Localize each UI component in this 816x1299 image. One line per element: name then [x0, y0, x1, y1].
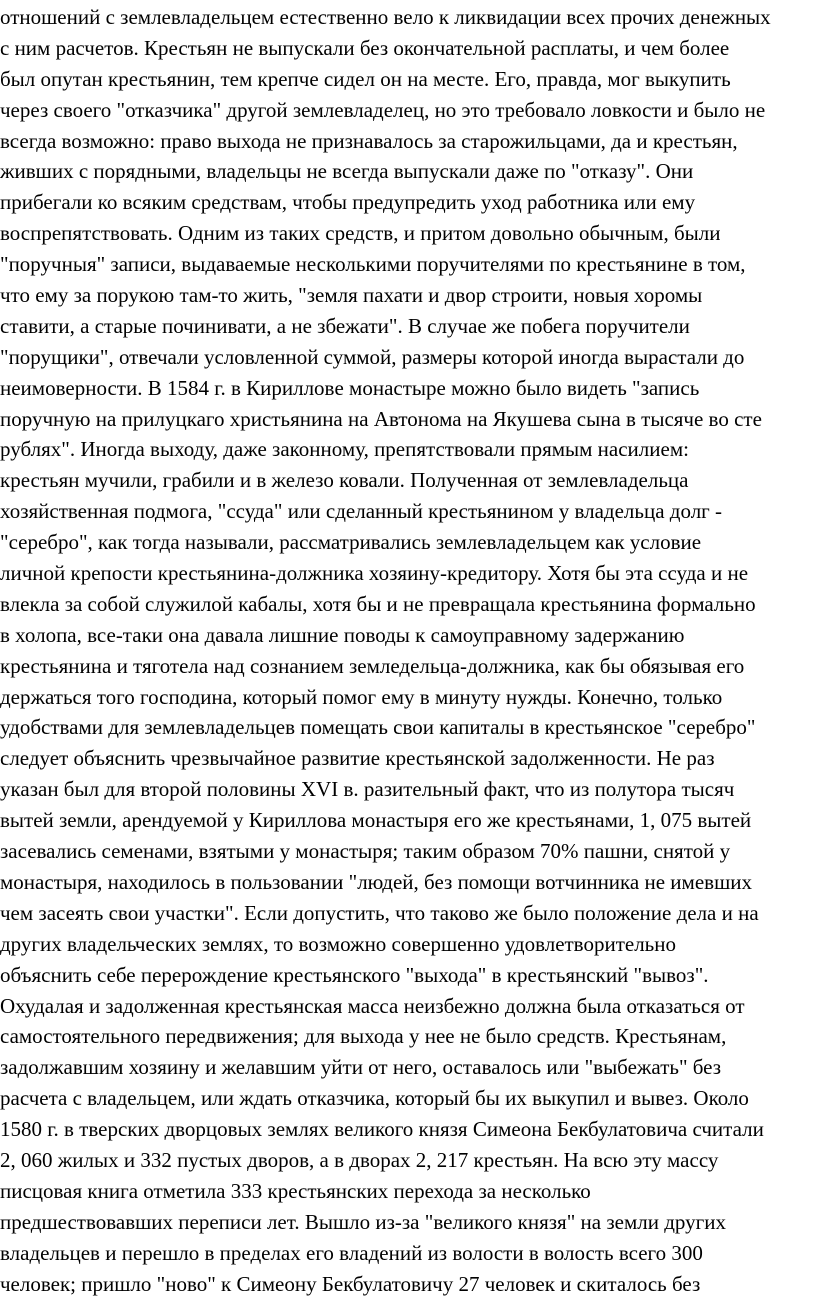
text-line: поручную на прилуцкаго христьянина на Автонома на Якушева сына в тысяче во сте — [0, 406, 762, 431]
text-line: крестьян мучили, грабили и в железо ковали. Полученная от землевладельца — [0, 468, 689, 493]
text-line: хозяйственная подмога, "ссуда" или сделанный крестьянином у владельца долг - — [0, 499, 723, 524]
text-line: личной крепости крестьянина-должника хозяину-кредитору. Хотя бы эта ссуда и не — [0, 561, 749, 586]
text-line: других владельческих землях, то возможно совершенно удовлетворительно — [0, 931, 676, 956]
text-line: засевались семенами, взятыми у монастыря; таким образом 70% пашни, снятой у — [0, 839, 731, 864]
text-line: расчета с владельцем, или ждать отказчика, который бы их выкупил и вывез. Около — [0, 1086, 749, 1111]
text-line: 2, 060 жилых и 332 пустых дворов, а в дворах 2, 217 крестьян. На всю эту массу — [0, 1147, 719, 1172]
text-line: держаться того господина, который помог ему в минуту нужды. Конечно, только — [0, 684, 723, 709]
text-line: предшествовавших переписи лет. Вышло из-за "великого князя" на земли других — [0, 1209, 726, 1234]
text-line: Охудалая и задолженная крестьянская масса неизбежно должна была отказаться от — [0, 993, 745, 1018]
text-line: воспрепятствовать. Одним из таких средств, и притом довольно обычным, были — [0, 221, 721, 246]
text-line: был опутан крестьянин, тем крепче сидел он на месте. Его, правда, мог выкупить — [0, 66, 731, 91]
text-line: монастыря, находилось в пользовании "людей, без помощи вотчинника не имевших — [0, 869, 752, 894]
text-line: самостоятельного передвижения; для выхода у нее не было средств. Крестьянам, — [0, 1024, 727, 1049]
text-line: с ним расчетов. Крестьян не выпускали без окончательной расплаты, и чем более — [0, 35, 730, 60]
text-line: рублях". Иногда выходу, даже законному, препятствовали прямым насилием: — [0, 437, 689, 462]
text-line: объяснить себе перерождение крестьянского "выхода" в крестьянский "вывоз". — [0, 962, 709, 987]
text-line: всегда возможно: право выхода не признавалось за старожильцами, да и крестьян, — [0, 128, 738, 153]
text-line: следует объяснить чрезвычайное развитие крестьянской задолженности. Не раз — [0, 746, 715, 771]
text-line: прибегали ко всяким средствам, чтобы предупредить уход работника или ему — [0, 190, 696, 215]
text-line: что ему за порукою там-то жить, "земля пахати и двор строити, новыя хоромы — [0, 283, 703, 308]
text-line: владельцев и перешло в пределах его владений из волости в волость всего 300 — [0, 1240, 703, 1265]
text-line: писцовая книга отметила 333 крестьянских перехода за несколько — [0, 1178, 591, 1203]
text-line: неимоверности. В 1584 г. в Кирилловe монастыре можно было видеть "запись — [0, 375, 700, 400]
text-line: человек; пришло "ново" к Симеону Бекбулатовичу 27 человек и скиталось без — [0, 1271, 701, 1296]
text-line: "порущики", отвечали условленной суммой, размеры которой иногда вырастали до — [0, 344, 745, 369]
text-line: указан был для второй половины XVI в. разительный факт, что из полутора тысяч — [0, 777, 735, 802]
text-line: живших с порядными, владельцы не всегда выпускали даже по "отказу". Они — [0, 159, 694, 184]
text-line: удобствами для землевладельцев помещать свои капиталы в крестьянское "серебро" — [0, 715, 756, 740]
text-line: вытей земли, арендуемой у Кириллова монастыря его же крестьянами, 1, 075 вытей — [0, 808, 752, 833]
text-line: задолжавшим хозяину и желавшим уйти от него, оставалось или "выбежать" без — [0, 1055, 722, 1080]
text-line: "серебро", как тогда называли, рассматривались землевладельцем как условие — [0, 530, 702, 555]
text-line: "поручныя" записи, выдаваемые несколькими поручителями по крестьянине в том, — [0, 252, 746, 277]
text-line: отношений с землевладельцем естественно вело к ликвидации всех прочих денежных — [0, 5, 771, 29]
text-line: ставити, а старые починивати, а не збежати". В случае же побега поручители — [0, 313, 690, 338]
text-line: влекла за собой служилой кабалы, хотя бы и не превращала крестьянина формально — [0, 591, 756, 616]
text-line: в холопа, все-таки она давала лишние поводы к самоуправному задержанию — [0, 622, 685, 647]
body-text — [0, 2, 816, 1299]
text-line: чем засеять свои участки". Если допустить, что таково же было положение дела и на — [0, 900, 759, 925]
text-line: через своего "отказчика" другой землевладелец, но это требовало ловкости и было не — [0, 97, 766, 122]
text-line: 1580 г. в тверских дворцовых землях великого князя Симеона Бекбулатовича считали — [0, 1117, 764, 1142]
text-line: крестьянина и тяготела над сознанием земледельца-должника, как бы обязывая его — [0, 653, 745, 678]
